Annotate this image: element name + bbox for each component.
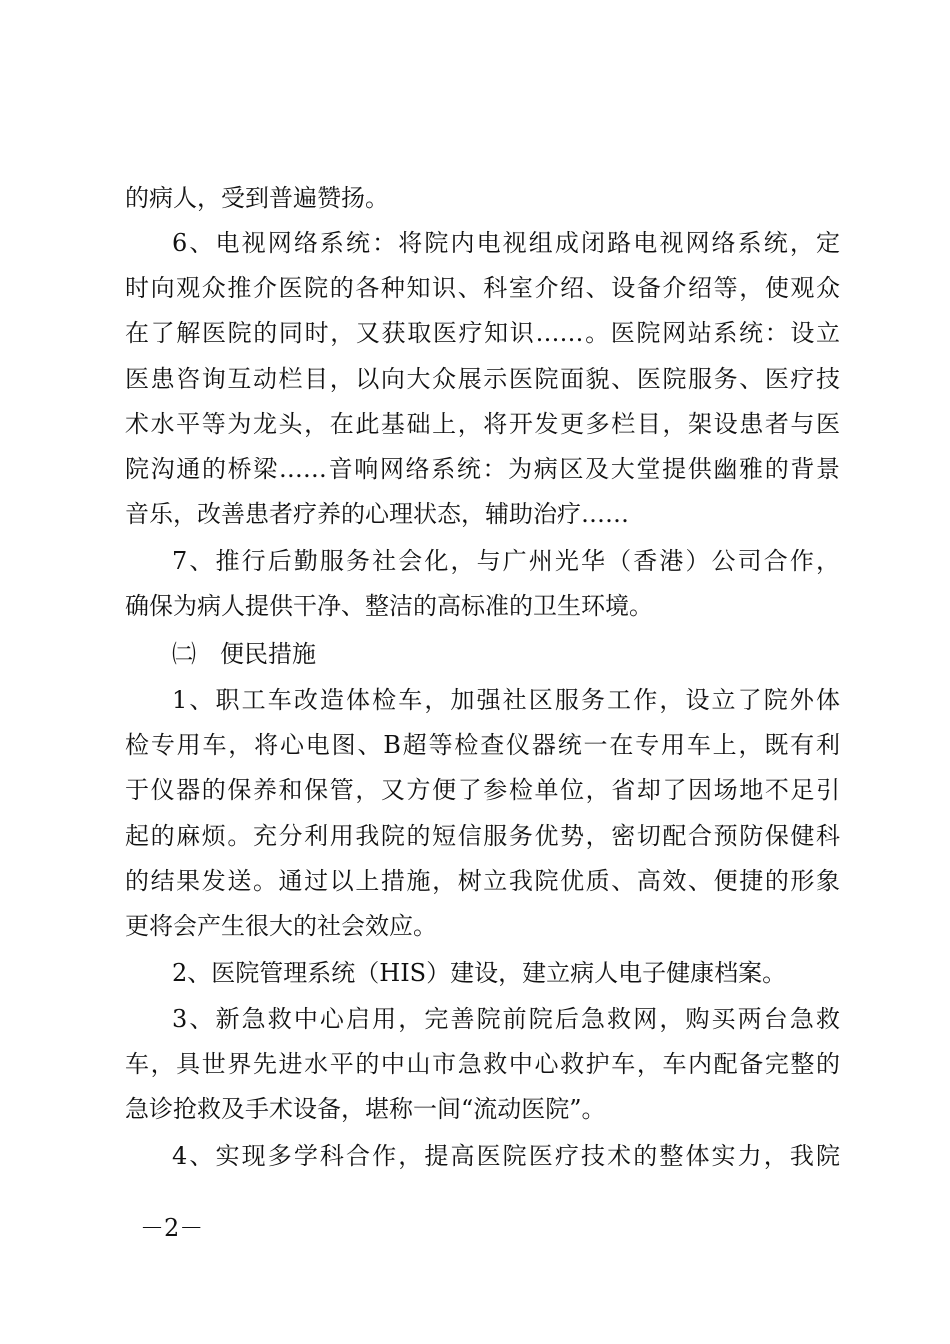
text-line: 的病人，受到普遍赞扬。 [125, 184, 389, 212]
text-line: 更将会产生很大的社会效应。 [125, 912, 437, 940]
text-line: 院沟通的桥梁……音响网络系统：为病区及大堂提供幽雅的背景 [125, 455, 840, 483]
text-line: 检专用车，将心电图、B超等检查仪器统一在专用车上，既有利 [125, 731, 840, 759]
text-line: 确保为病人提供干净、整洁的高标准的卫生环境。 [125, 592, 653, 620]
text-line: 术水平等为龙头，在此基础上，将开发更多栏目，架设患者与医 [125, 410, 840, 438]
text-line: 3、新急救中心启用，完善院前院后急救网，购买两台急救 [172, 1005, 840, 1033]
text-line: 1、职工车改造体检车，加强社区服务工作，设立了院外体 [172, 686, 840, 714]
text-line: 音乐，改善患者疗养的心理状态，辅助治疗…… [125, 500, 629, 528]
text-line: 6、电视网络系统：将院内电视组成闭路电视网络系统，定 [172, 229, 840, 257]
text-line: 起的麻烦。充分利用我院的短信服务优势，密切配合预防保健科 [125, 822, 840, 850]
page-number: －2－ [140, 1214, 204, 1242]
text-line: 4、实现多学科合作，提高医院医疗技术的整体实力，我院 [172, 1142, 840, 1170]
text-line: 于仪器的保养和保管，又方便了参检单位，省却了因场地不足引 [125, 776, 840, 804]
text-line: 医患咨询互动栏目，以向大众展示医院面貌、医院服务、医疗技 [125, 365, 840, 393]
text-line: 7、推行后勤服务社会化，与广州光华（香港）公司合作， [172, 547, 840, 575]
section-heading: ㈡ 便民措施 [172, 640, 316, 668]
text-line: 时向观众推介医院的各种知识、科室介绍、设备介绍等，使观众 [125, 274, 840, 302]
text-line: 的结果发送。通过以上措施，树立我院优质、高效、便捷的形象 [125, 867, 840, 895]
text-line: 在了解医院的同时，又获取医疗知识……。医院网站系统：设立 [125, 319, 840, 347]
text-line: 急诊抢救及手术设备，堪称一间“流动医院”。 [125, 1095, 606, 1123]
text-line: 车，具世界先进水平的中山市急救中心救护车，车内配备完整的 [125, 1050, 840, 1078]
text-line: 2、医院管理系统（HIS）建设，建立病人电子健康档案。 [172, 959, 787, 987]
